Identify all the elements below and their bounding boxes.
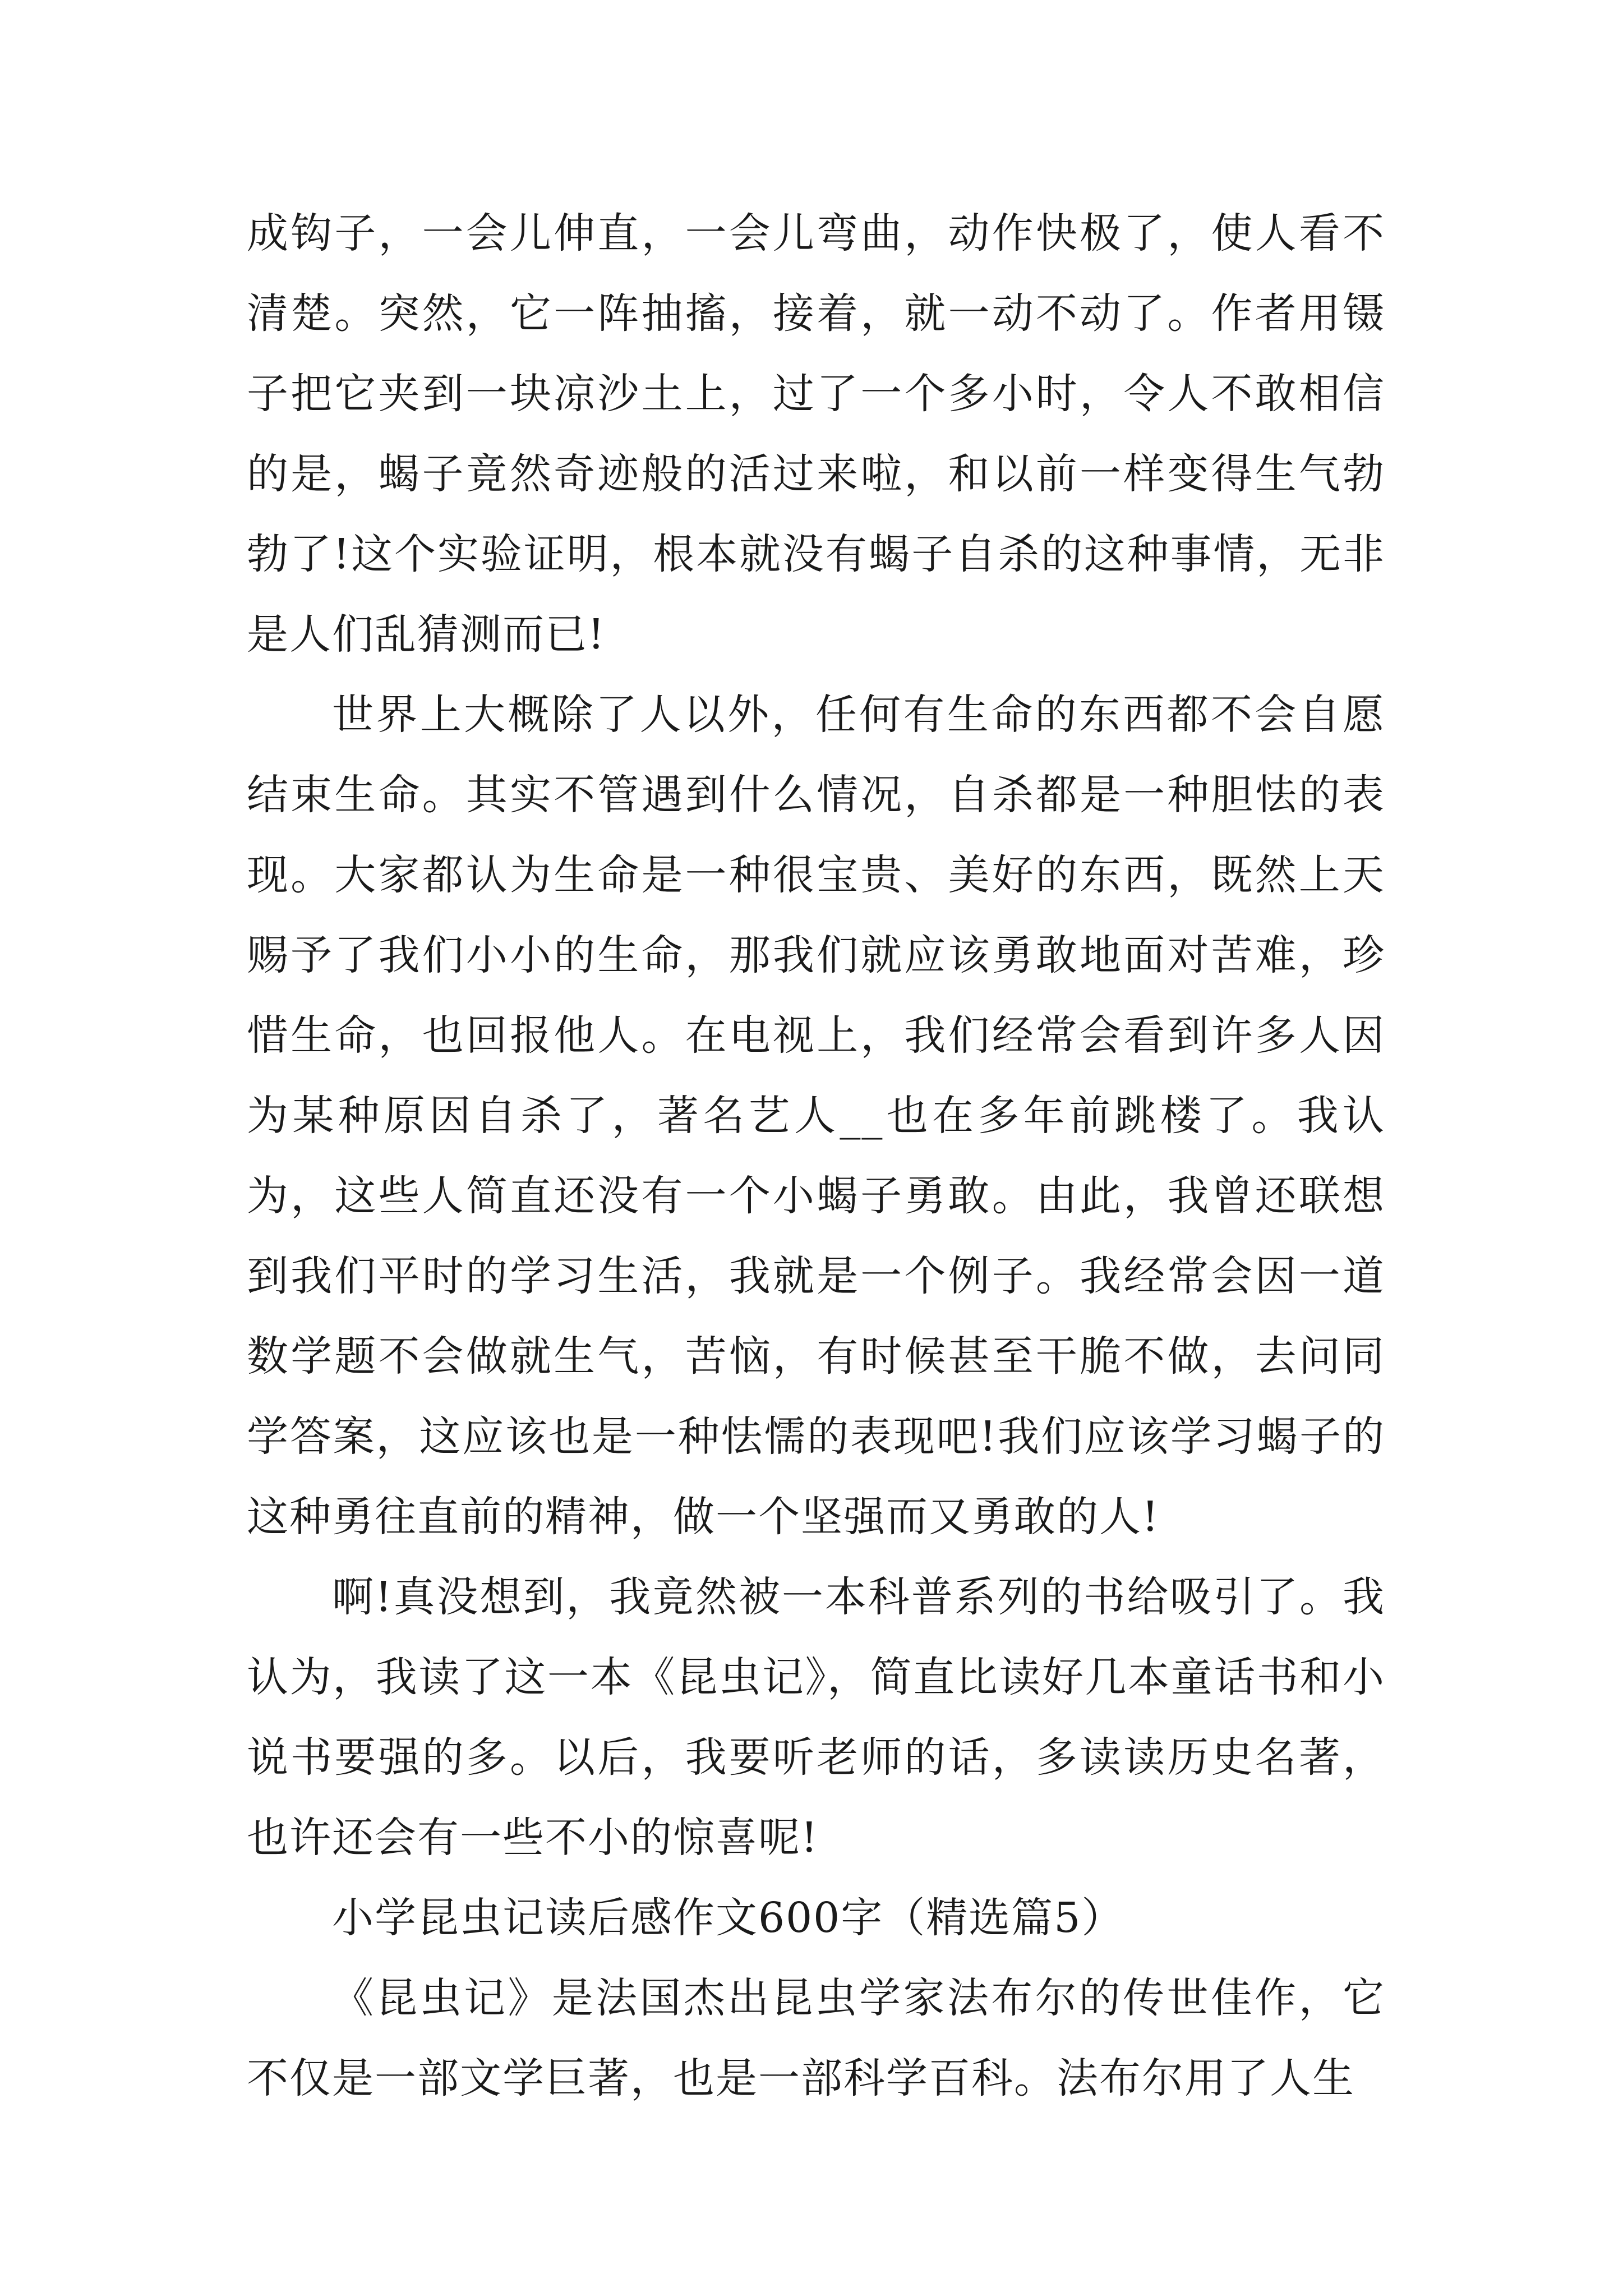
document-body [247, 194, 1385, 2119]
paragraph-3: 啊!真没想到，我竟然被一本科普系列的书给吸引了。我认为，我读了这一本《昆虫记》，简直比读好几本童话书和小说书要强的多。以后，我要听老师的话，多读读历史名著，也许还会有一些不小的惊喜呢! [247, 1573, 1385, 1862]
section-heading: 小学昆虫记读后感作文600字（精选篇5） [332, 1894, 1124, 1942]
paragraph-1: 成钩子，一会儿伸直，一会儿弯曲，动作快极了，使人看不清楚。突然，它一阵抽搐，接着，就一动不动了。作者用镊子把它夹到一块凉沙土上，过了一个多小时，令人不敢相信的是，蝎子竟然奇迹般的活过来啦，和以前一样变得生气勃勃了!这个实验证明，根本就没有蝎子自杀的这种事情，无非是人们乱猜测而已! [247, 209, 1385, 659]
paragraph-2: 世界上大概除了人以外，任何有生命的东西都不会自愿结束生命。其实不管遇到什么情况，自杀都是一种胆怯的表现。大家都认为生命是一种很宝贵、美好的东西，既然上天赐予了我们小小的生命，那我们就应该勇敢地面对苦难，珍惜生命，也回报他人。在电视上，我们经常会看到许多人因为某种原因自杀了，著名艺人__也在多年前跳楼了。我认为，这些人简直还没有一个小蝎子勇敢。由此，我曾还联想到我们平时的学习生活，我就是一个例子。我经常会因一道数学题不会做就生气，苦恼，有时候甚至干脆不做，去问同学答案，这应该也是一种怯懦的表现吧!我们应该学习蝎子的这种勇往直前的精神，做一个坚强而又勇敢的人! [247, 691, 1385, 1541]
paragraph-4: 《昆虫记》是法国杰出昆虫学家法布尔的传世佳作，它不仅是一部文学巨著，也是一部科学百科。法布尔用了人生 [247, 1974, 1385, 2102]
